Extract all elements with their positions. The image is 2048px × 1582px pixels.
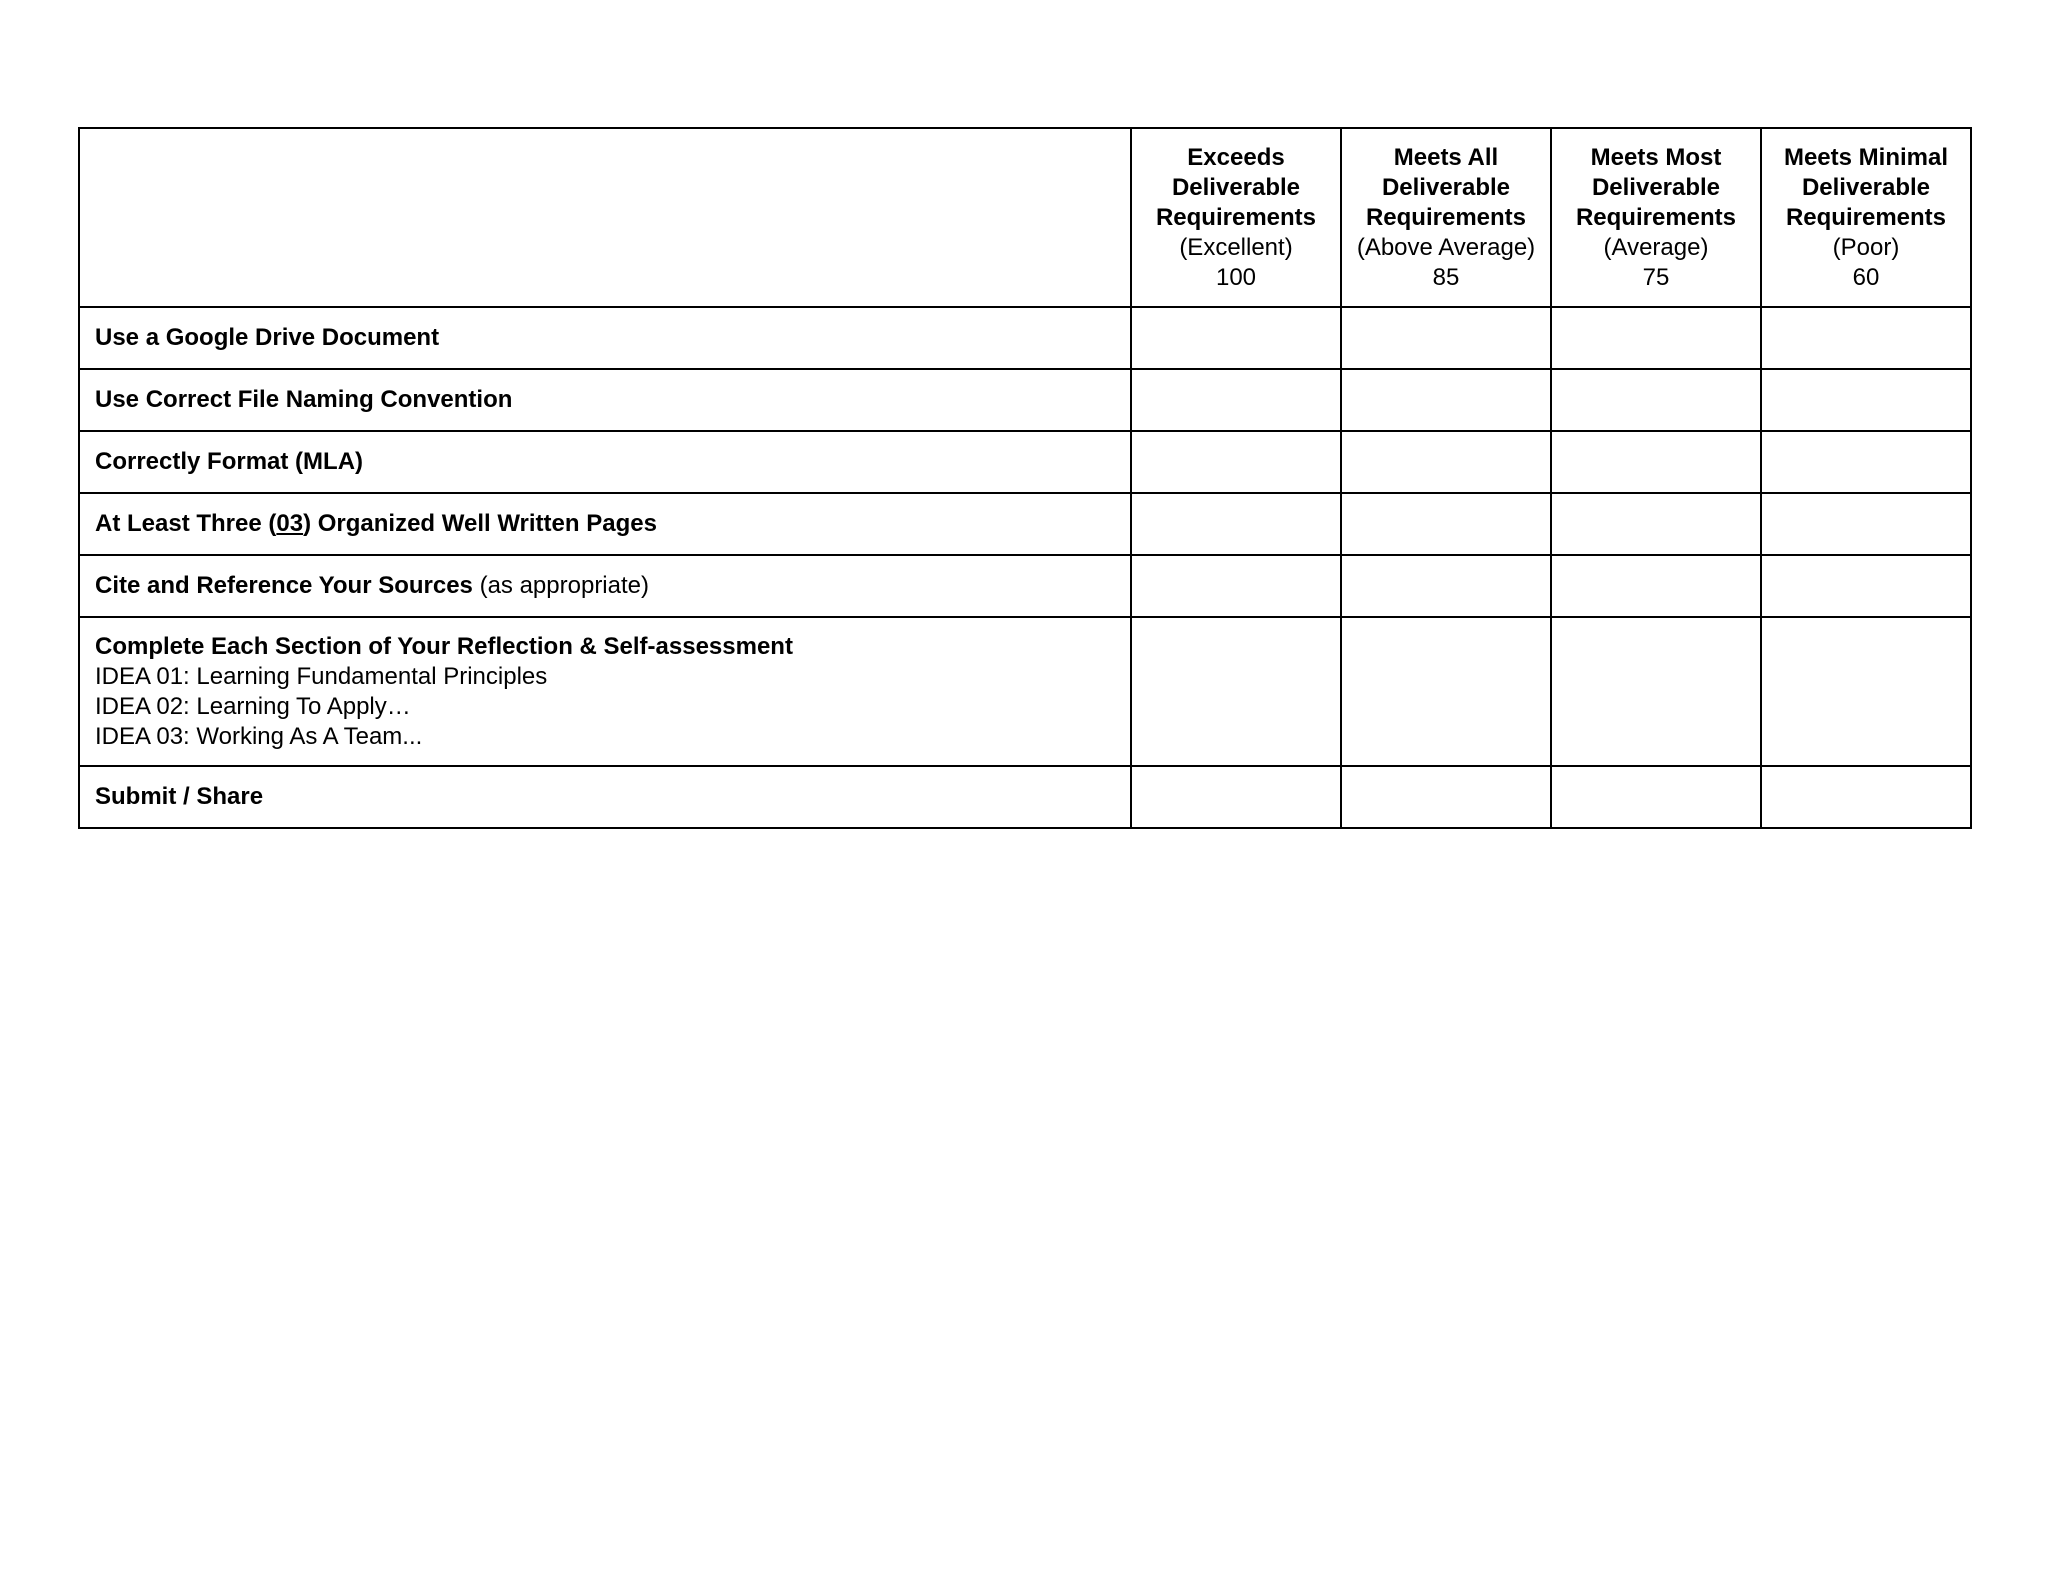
level-title-line: Deliverable [1171,173,1301,201]
criterion-row [79,493,1971,555]
level-title-line: Meets Minimal [1783,143,1949,171]
level-title-line: Meets All [1393,143,1499,171]
level-title-line: Deliverable [1801,173,1931,201]
score-cell-poor [1761,617,1971,766]
score-cell-average [1551,307,1761,369]
level-points: 100 [1215,263,1257,291]
header-empty-cell [79,128,1131,307]
level-header-above-average [1341,128,1551,307]
score-cell-excellent [1131,617,1341,766]
level-rating: (Poor) [1832,233,1900,261]
score-cell-excellent [1131,431,1341,493]
score-cell-above-average [1341,555,1551,617]
level-title-line: Requirements [1575,203,1737,231]
level-title-line: Meets Most [1590,143,1722,171]
criterion-reflection [79,617,1131,766]
criterion-note: (as appropriate) [472,572,649,599]
level-title-line: Deliverable [1381,173,1511,201]
level-rating: (Above Average) [1356,233,1536,261]
level-title-line: Exceeds [1187,143,1285,171]
level-header-excellent [1131,128,1341,307]
criterion-text: At Least Three ( [95,510,277,537]
level-points: 85 [1432,263,1460,291]
score-cell-poor [1761,431,1971,493]
idea-line: IDEA 01: Learning Fundamental Principles [95,663,548,690]
criterion-submit-share: Submit / Share [79,766,1131,828]
level-title-line: Requirements [1155,203,1317,231]
criterion-row [79,617,1971,766]
score-cell-poor [1761,369,1971,431]
level-rating: (Average) [1603,233,1709,261]
level-title-line: Requirements [1785,203,1947,231]
criterion-text: Cite and Reference Your Sources [95,572,473,599]
score-cell-above-average [1341,307,1551,369]
criterion-text: ) Organized Well Written Pages [303,510,657,537]
level-header-poor [1761,128,1971,307]
level-title-line: Deliverable [1591,173,1721,201]
score-cell-average [1551,617,1761,766]
criterion-row [79,555,1971,617]
idea-line: IDEA 03: Working As A Team... [95,723,423,750]
score-cell-excellent [1131,555,1341,617]
score-cell-poor [1761,555,1971,617]
score-cell-above-average [1341,617,1551,766]
idea-line: IDEA 02: Learning To Apply… [95,693,411,720]
score-cell-average [1551,369,1761,431]
criterion-text: Complete Each Section of Your Reflection & Self-assessment [95,633,793,660]
criterion-file-naming: Use Correct File Naming Convention [79,369,1131,431]
score-cell-above-average [1341,369,1551,431]
score-cell-poor [1761,307,1971,369]
criterion-google-drive: Use a Google Drive Document [79,307,1131,369]
criterion-three-pages [79,493,1131,555]
level-rating: (Excellent) [1179,233,1293,261]
score-cell-average [1551,431,1761,493]
score-cell-excellent [1131,307,1341,369]
criterion-row [79,431,1971,493]
score-cell-average [1551,766,1761,828]
level-points: 75 [1642,263,1670,291]
criterion-row [79,369,1971,431]
score-cell-average [1551,493,1761,555]
page-count: 03 [276,510,304,537]
score-cell-above-average [1341,766,1551,828]
criterion-format-mla: Correctly Format (MLA) [79,431,1131,493]
criterion-cite-sources [79,555,1131,617]
criterion-row [79,307,1971,369]
score-cell-above-average [1341,493,1551,555]
score-cell-excellent [1131,766,1341,828]
header-row [79,128,1971,307]
level-points: 60 [1852,263,1880,291]
score-cell-excellent [1131,369,1341,431]
score-cell-average [1551,555,1761,617]
score-cell-poor [1761,493,1971,555]
level-header-average [1551,128,1761,307]
score-cell-above-average [1341,431,1551,493]
criterion-row [79,766,1971,828]
rubric-table [78,127,1972,829]
score-cell-excellent [1131,493,1341,555]
level-title-line: Requirements [1365,203,1527,231]
score-cell-poor [1761,766,1971,828]
